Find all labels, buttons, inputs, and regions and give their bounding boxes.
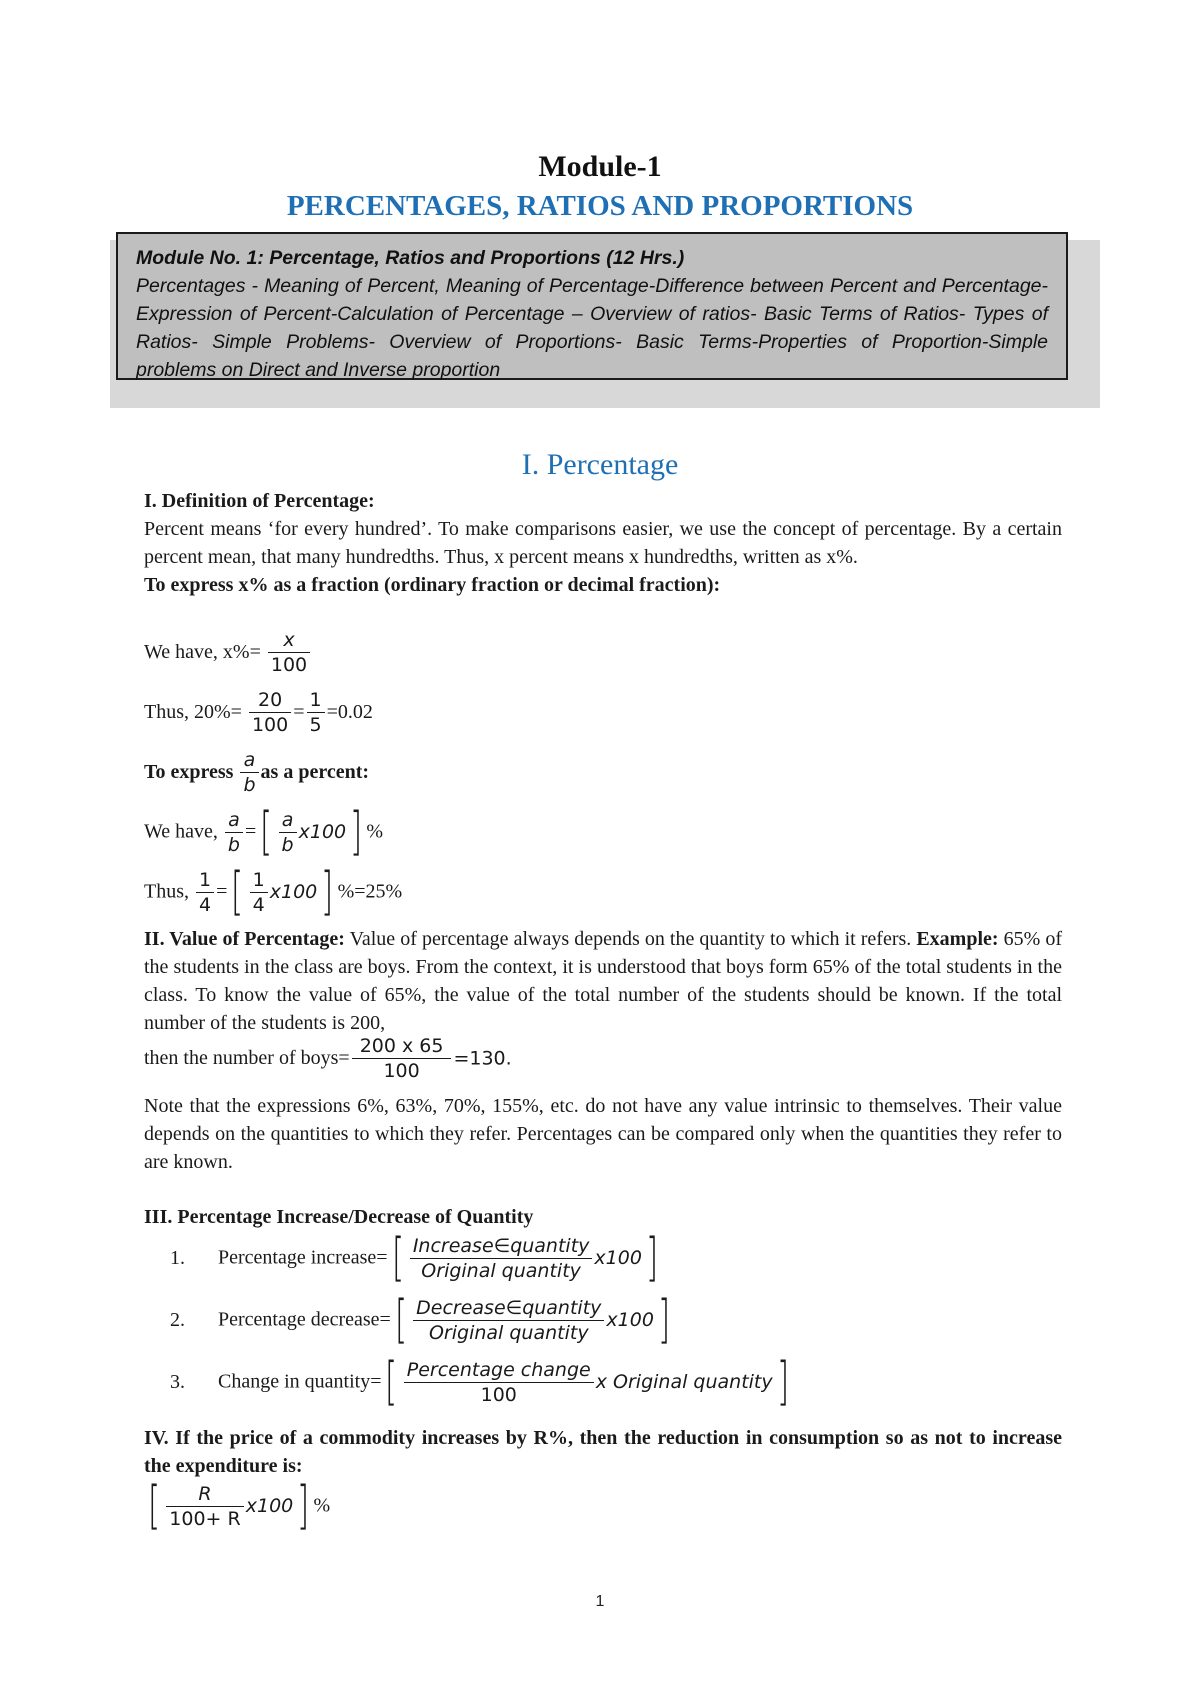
fraction-denominator: 4 bbox=[199, 893, 212, 916]
fraction-heading: To express x% as a fraction (ordinary fraction or decimal fraction): bbox=[144, 574, 721, 596]
right-bracket: ] bbox=[350, 802, 363, 862]
left-bracket: [ bbox=[231, 862, 244, 922]
fraction bbox=[240, 748, 258, 797]
formula-result: =0.02 bbox=[326, 701, 373, 723]
formula-x-percent bbox=[144, 628, 312, 677]
value-block bbox=[144, 925, 1062, 1037]
formula-label: then the number of boys= bbox=[144, 1047, 350, 1069]
fraction-numerator: a bbox=[279, 808, 297, 833]
formula-price bbox=[144, 1476, 331, 1536]
formula-result: =130. bbox=[453, 1047, 512, 1070]
fraction-numerator: 20 bbox=[249, 688, 291, 713]
right-bracket: ] bbox=[321, 862, 334, 922]
multiplier: x100 bbox=[245, 1495, 294, 1517]
percent-sign: % bbox=[313, 1494, 331, 1517]
fraction-numerator: Decrease∈quantity bbox=[413, 1296, 604, 1321]
fraction bbox=[166, 1482, 243, 1531]
fraction-denominator: b bbox=[243, 774, 256, 796]
right-bracket: ] bbox=[645, 1228, 659, 1288]
formula-result: %=25% bbox=[337, 880, 403, 903]
list-label: Percentage increase= bbox=[218, 1246, 388, 1269]
syllabus-box bbox=[116, 232, 1068, 380]
left-bracket: [ bbox=[394, 1290, 408, 1350]
fraction bbox=[250, 868, 268, 917]
fraction-denominator: 100 bbox=[270, 654, 308, 676]
fraction-numerator: x bbox=[268, 628, 310, 653]
multiplier: x100 bbox=[269, 881, 318, 903]
equals-sign: = bbox=[293, 701, 305, 723]
fraction-denominator: Original quantity bbox=[421, 1259, 581, 1282]
fraction-denominator: 100 bbox=[251, 714, 289, 736]
fraction bbox=[279, 808, 297, 857]
value-text-2: 65% of the students in the class are boys. From the context, it is understood that boys form 65% of the total students in the class. To know the value of 65%, the value of the total number of the students should be known. If the total number of the students is 200, bbox=[144, 928, 1062, 1034]
percent-heading-post: as a percent: bbox=[260, 761, 370, 783]
fraction bbox=[352, 1034, 452, 1083]
page-number: 1 bbox=[595, 1593, 605, 1610]
example-label: Example: bbox=[916, 928, 999, 950]
right-bracket: ] bbox=[657, 1290, 671, 1350]
fraction bbox=[307, 688, 325, 737]
fraction-denominator: b bbox=[227, 833, 240, 856]
syllabus-body: Percentages - Meaning of Percent, Meaning of Percentage-Difference between Percent and Percentage-Expression of Percent-Calculation of Percentage – Overview of ratios- Basic Terms of Ratios- Types of Ratios- Simple Problems- Overview of Proportions- Basic Terms-Properties of Proportion-Simple problems on Direct and Inverse proportion bbox=[136, 275, 1048, 381]
formula-one-quarter bbox=[144, 862, 403, 922]
multiplier: x100 bbox=[298, 821, 347, 843]
percent-sign: % bbox=[366, 820, 384, 843]
fraction-numerator: Increase∈quantity bbox=[410, 1234, 593, 1259]
fraction-denominator: 100 bbox=[383, 1060, 420, 1082]
equals-sign: = bbox=[216, 880, 228, 903]
value-heading: II. Value of Percentage: bbox=[144, 928, 345, 950]
fraction bbox=[404, 1358, 594, 1407]
fraction-denominator: 100 bbox=[480, 1383, 517, 1406]
definition-block bbox=[144, 487, 1062, 599]
fraction bbox=[410, 1234, 593, 1283]
formula-label: Thus, 20%= bbox=[144, 701, 242, 723]
formula-boys bbox=[144, 1034, 512, 1083]
price-heading: IV. If the price of a commodity increases by R%, then the reduction in consumption so as not to increase the expenditure is: bbox=[144, 1427, 1062, 1477]
list-number: 2. bbox=[170, 1308, 185, 1331]
fraction-denominator: b bbox=[281, 833, 294, 856]
right-bracket: ] bbox=[776, 1352, 789, 1412]
value-text-1: Value of percentage always depends on the quantity to which it refers. bbox=[344, 928, 917, 950]
formula-label: We have, x%= bbox=[144, 641, 261, 663]
list-label: Percentage decrease= bbox=[218, 1308, 391, 1331]
list-number: 3. bbox=[170, 1370, 185, 1393]
fraction-numerator: 1 bbox=[250, 868, 268, 893]
left-bracket: [ bbox=[148, 1476, 161, 1536]
fraction bbox=[196, 868, 214, 917]
module-label: Module-1 bbox=[538, 150, 662, 183]
list-item bbox=[170, 1290, 674, 1350]
left-bracket: [ bbox=[391, 1228, 404, 1288]
fraction bbox=[268, 628, 310, 677]
left-bracket: [ bbox=[385, 1352, 398, 1412]
multiplier: x100 bbox=[606, 1309, 654, 1331]
formula-a-over-b bbox=[144, 802, 384, 862]
syllabus-heading: Module No. 1: Percentage, Ratios and Proportions (12 Hrs.) bbox=[136, 247, 685, 269]
formula-label: We have, bbox=[144, 820, 218, 843]
multiplier: x Original quantity bbox=[595, 1371, 773, 1393]
fraction-numerator: a bbox=[225, 808, 243, 833]
list-item bbox=[170, 1352, 793, 1412]
formula-label: Thus, bbox=[144, 880, 189, 903]
fraction bbox=[413, 1296, 604, 1345]
list-item bbox=[170, 1228, 662, 1288]
fraction-numerator: a bbox=[240, 748, 258, 773]
percent-heading bbox=[144, 748, 369, 797]
increase-heading: III. Percentage Increase/Decrease of Quantity bbox=[144, 1206, 534, 1228]
fraction-denominator: Original quantity bbox=[428, 1321, 589, 1344]
fraction-numerator: 200 x 65 bbox=[352, 1034, 452, 1059]
fraction-denominator: 100+ R bbox=[169, 1507, 241, 1530]
fraction-numerator: R bbox=[166, 1482, 243, 1507]
fraction-denominator: 4 bbox=[252, 893, 265, 916]
multiplier: x100 bbox=[594, 1247, 642, 1269]
right-bracket: ] bbox=[297, 1476, 310, 1536]
fraction-numerator: Percentage change bbox=[404, 1358, 594, 1383]
formula-20-percent bbox=[144, 688, 373, 737]
fraction-numerator: 1 bbox=[196, 868, 214, 893]
section-title: I. Percentage bbox=[521, 448, 679, 481]
list-number: 1. bbox=[170, 1246, 185, 1269]
value-note: Note that the expressions 6%, 63%, 70%, 155%, etc. do not have any value intrinsic to themselves. Their value depends on the quantities to which they refer. Percentages can be compared only when the quantities they refer to are known. bbox=[144, 1095, 1062, 1173]
definition-text: Percent means ‘for every hundred’. To make comparisons easier, we use the concept of percentage. By a certain percent mean, that many hundredths. Thus, x percent means x hundredths, written as x%. bbox=[144, 518, 1062, 568]
list-label: Change in quantity= bbox=[218, 1370, 382, 1393]
left-bracket: [ bbox=[260, 802, 273, 862]
definition-heading: I. Definition of Percentage: bbox=[144, 490, 375, 512]
fraction-numerator: 1 bbox=[307, 688, 325, 713]
fraction-denominator: 5 bbox=[309, 714, 322, 736]
module-title: PERCENTAGES, RATIOS AND PROPORTIONS bbox=[286, 190, 914, 222]
equals-sign: = bbox=[244, 820, 257, 843]
fraction bbox=[249, 688, 291, 737]
percent-heading-pre: To express bbox=[144, 761, 234, 783]
fraction bbox=[225, 808, 243, 857]
